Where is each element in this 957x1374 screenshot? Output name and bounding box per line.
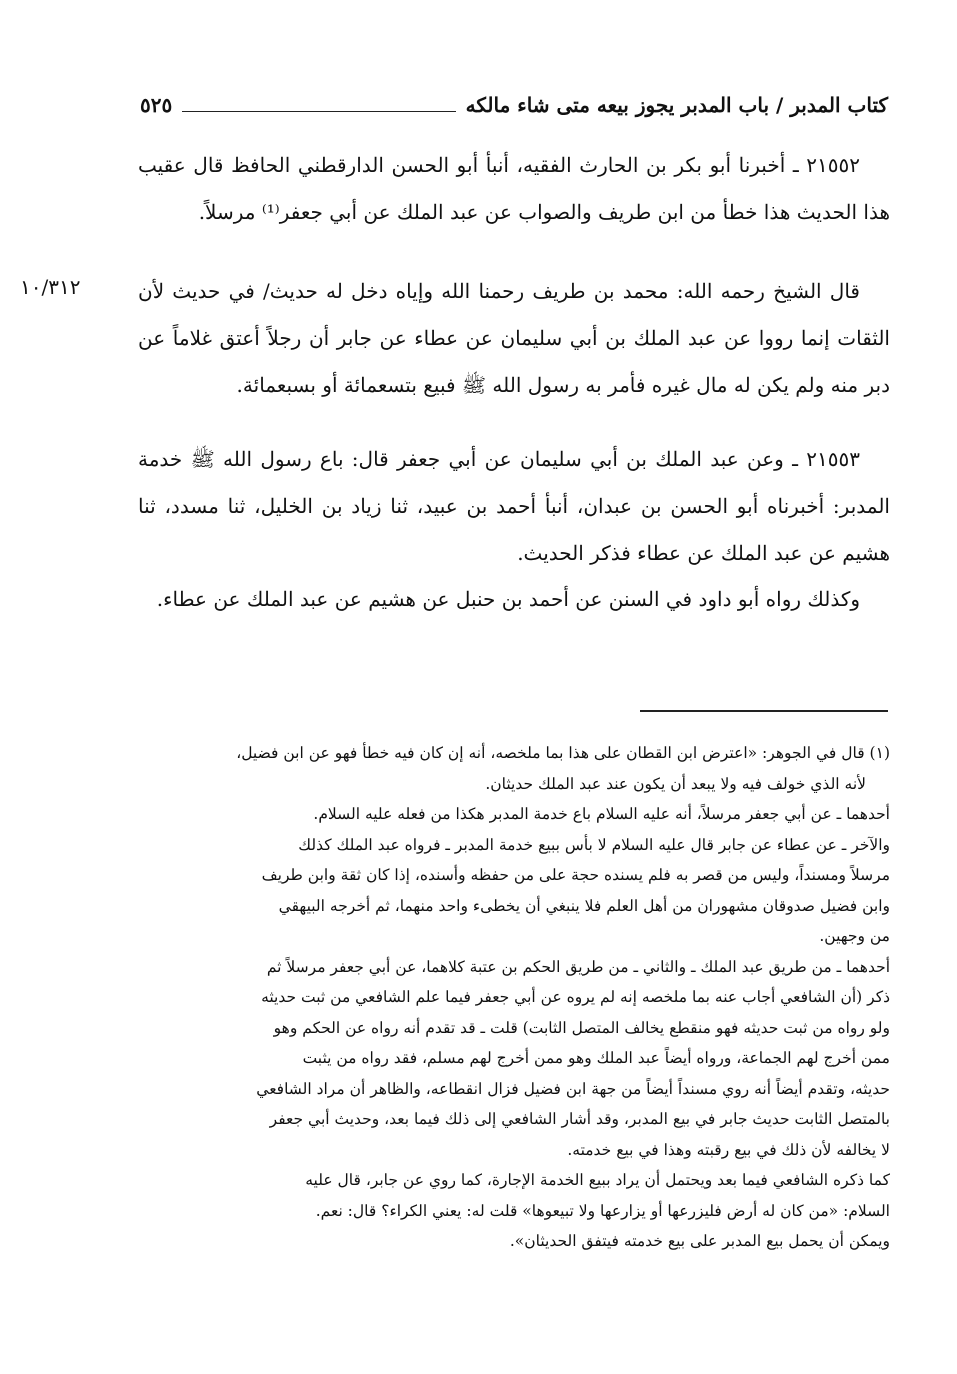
paragraph-2: قال الشيخ رحمه الله: محمد بن طريف رحمنا الله وإياه دخل له حديث/ في حديث لأن الثقات إنما رووا عن عبد الملك بن أبي سليمان عن عطاء عن جابر أن رجلاً أعتق غلاماً عن دبر منه ولم يكن له مال غيره فأمر به رسول الله ﷺ فبيع بتسعمائة أو بسبعمائة.	[138, 279, 890, 397]
footnote-line: ذكر (أن الشافعي أجاب عنه بما ملخصه إنه لم يروه عن أبي جعفر فيما علم الشافعي من ثبت حديثه	[261, 988, 890, 1006]
footnote-line: والآخر ـ عن عطاء عن جابر قال عليه السلام لا بأس ببيع خدمة المدبر ـ فرواه عبد الملك كذلك	[298, 835, 890, 854]
footnote-line: أحدهما ـ من طريق عبد الملك ـ والثاني ـ من طريق الحكم بن عتبة كلاهما، عن أبي جعفر مرسلاً ثم	[266, 957, 890, 976]
paragraph-3: ٢١٥٥٣ ـ وعن عبد الملك بن أبي سليمان عن أبي جعفر قال: باع رسول الله ﷺ خدمة المدبر: أخبرناه أبو الحسن بن عبدان، أنبأ أحمد بن عبيد، ثنا زياد بن الخليل، ثنا مسدد، ثنا هشيم عن عبد الملك عن عطاء فذكر الحديث.	[138, 447, 890, 565]
footnote-line: من وجهين.	[819, 927, 890, 945]
footnote-line: حديثه، وتقدم أيضاً أنه روي مسنداً أيضاً من جهة ابن فضيل فزال انقطاعه، والظاهر أن مراد الشافعي	[256, 1079, 890, 1098]
footnote-line: السلام: «من كان له أرض فليزرعها أو يزارعها ولا تبيعوها» قلت له: يعني الكراء؟ قال: نعم.	[315, 1201, 890, 1220]
footnote-line: ولو رواه من ثبت حديثه فهو منقطع يخالف المتصل الثابت) قلت ـ قد تقدم أنه رواه عن الحكم وهو	[273, 1018, 890, 1037]
hadith-21552	[138, 142, 890, 236]
footnote-line: ممن أخرج لهم الجماعة، ورواه أيضاً عبد الملك وهو ممن أخرج لهم مسلم، فقد رواه من يثبت	[302, 1049, 890, 1067]
sheikh-comment	[138, 268, 890, 409]
abu-dawud-note	[138, 576, 890, 623]
running-header	[140, 88, 888, 122]
footnote-line: كما ذكره الشافعي فيما بعد ويحتمل أن يراد ببيع الخدمة الإجارة، كما روي عن جابر، قال عليه	[305, 1171, 890, 1189]
hadith-21553	[138, 436, 890, 577]
footnote-separator	[640, 710, 888, 712]
page-number: ٥٢٥	[140, 93, 173, 117]
marginal-reference: ١٠/٣١٢	[20, 275, 81, 299]
footnote-line: لا يخالفه لأن ذلك في بيع رقبته وهذا في بيع خدمته.	[567, 1140, 890, 1159]
header-rule	[182, 99, 455, 112]
paragraph-4: وكذلك رواه أبو داود في السنن عن أحمد بن حنبل عن هشيم عن عبد الملك عن عطاء.	[156, 587, 860, 611]
footnote-line: (١) قال في الجوهر: «اعترض ابن القطان على هذا بما ملخصه، أنه إن كان فيه خطأ فهو عن ابن فضيل،	[236, 744, 890, 762]
header-title: كتاب المدبر / باب المدبر يجوز بيعه متى شاء مالكه	[465, 93, 888, 117]
footnote-line: مرسلاً ومسنداً، وليس من قصر به فلم يسنده حجة على من حفظه وأسنده، إذا كان ثقة وابن طريف	[261, 866, 890, 884]
footnote-line: بالمتصل الثابت حديث جابر في بيع المدبر، وقد أشار الشافعي إلى ذلك فيما بعد، وحديث أبي جعفر	[269, 1110, 890, 1128]
paragraph-1: ٢١٥٥٢ ـ أخبرنا أبو بكر بن الحارث الفقيه، أنبأ أبو الحسن الدارقطني الحافظ قال عقيب هذا الحديث هذا خطأ من ابن طريف والصواب عن عبد الملك عن أبي جعفر⁽¹⁾ مرسلاً.	[138, 153, 890, 224]
footnote-line: ويمكن أن يحمل بيع المدبر على بيع خدمته فيتفق الحديثان».	[509, 1232, 890, 1250]
footnote-line: لأنه الذي خولف فيه ولا يبعد أن يكون عند عبد الملك حديثان.	[485, 774, 866, 793]
footnote-line: أحدهما ـ عن أبي جعفر مرسلاً، أنه عليه السلام باع خدمة المدبر هكذا من فعله عليه السلام.	[313, 805, 890, 823]
footnote-line: وابن فضيل صدوقان مشهوران من أهل العلم فلا ينبغي أن يخطىء واحد منهما، ثم أخرجه البيهقي	[278, 896, 890, 915]
footnotes	[138, 738, 890, 1257]
